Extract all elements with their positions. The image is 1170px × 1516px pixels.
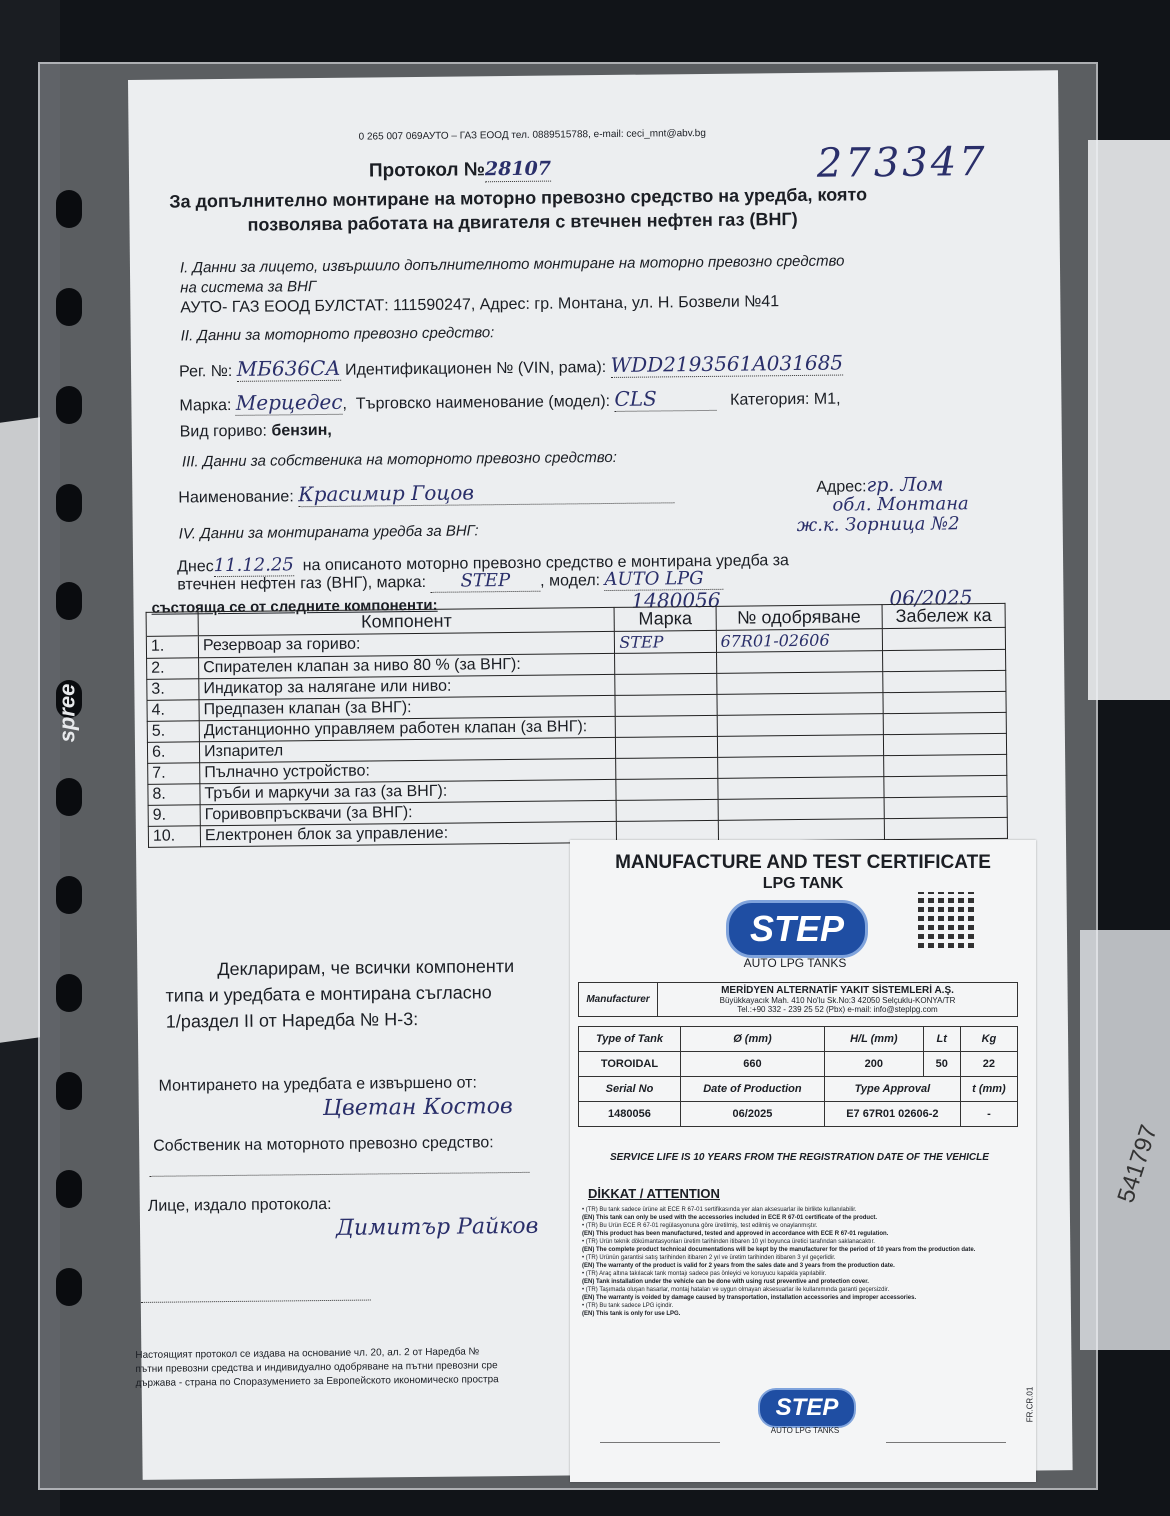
manufacturer-contact: Tel.:+90 332 - 239 25 52 (Pbx) e-mail: info@steplpg.com xyxy=(737,1005,938,1014)
qr-code-icon xyxy=(918,892,974,948)
list-item: • (TR) Ürün teknik dökümantasyonları üretim tarihinden itibaren 10 yıl boyunca üretici tarafından saklanacaktır. xyxy=(582,1239,875,1245)
list-item: (EN) The complete product technical documentations will be kept by the manufacturer for the period of 10 years from the production date. xyxy=(582,1247,976,1253)
list-item: • (TR) Bu tank sadece LPG içindir. xyxy=(582,1303,674,1309)
title-line-2: позволява работата на двигателя с втечнен нефтен газ (ВНГ) xyxy=(247,208,798,235)
certificate-signature-right xyxy=(886,1392,1006,1443)
footer-line-2: пътни превозни средства и индивидуално одобряване на пътни превозни сре xyxy=(135,1360,498,1375)
list-item: • (TR) Taşımada oluşan hasarlar, montaj hataları ve uygun olmayan aksesuarlar ile kullanımında garanti geçersizdir. xyxy=(582,1287,890,1293)
table-row: 1. Резервоар за гориво: STEP 67R01-02606 xyxy=(146,627,1005,658)
sleeve-brand-logo: spree xyxy=(54,683,80,743)
declaration-line-2: типа и уредбата е монтирана съгласно xyxy=(165,982,492,1006)
spec-value-row: TOROIDAL 660 200 50 22 xyxy=(579,1052,1018,1077)
components-heading: състояща се от следните компоненти: xyxy=(151,596,438,617)
section-2-heading: II. Данни за моторното превозно средство: xyxy=(180,324,495,345)
list-item: (EN) This tank can only be used with the accessories included in ECE R 67-01 certificate of the product. xyxy=(582,1215,878,1221)
table-row: 8. Тръби и маркучи за газ (за ВНГ): xyxy=(148,775,1007,805)
manufacturer-name: MERİDYEN ALTERNATİF YAKIT SİSTEMLERİ A.Ş. xyxy=(721,985,954,996)
list-item: • (TR) Araç altına takılacak tank montajı sadece pas önleyici ve koruyucu kapakla yapılabilir. xyxy=(582,1271,827,1277)
certificate-title: MANUFACTURE AND TEST CERTIFICATE xyxy=(615,852,991,873)
section-3-heading: III. Данни за собственика на моторното превозно средство: xyxy=(181,448,617,471)
protocol-number-hand: 28107 xyxy=(484,157,552,181)
owner-signature-line xyxy=(149,1172,529,1177)
certificate-signature-left xyxy=(600,1392,720,1443)
section-4-heading: IV. Данни за монтираната уредба за ВНГ: xyxy=(178,522,479,543)
section-1-heading-cont: на система за ВНГ xyxy=(180,278,317,297)
issued-by-signature: Димитър Райков xyxy=(335,1213,539,1241)
background-paper-right xyxy=(1088,140,1170,700)
declaration-line-3: 1/раздел II от Наредба № Н-3: xyxy=(165,1009,419,1032)
fuel-type: бензин, xyxy=(271,421,332,440)
header-component: Компонент xyxy=(198,607,615,635)
serial-value-row: 1480056 06/2025 E7 67R01 02606-2 - xyxy=(579,1102,1018,1127)
table-row: 10. Електронен блок за управление: xyxy=(148,817,1007,847)
list-item: • (TR) Bu Ürün ECE R 67-01 regülasyonuna göre üretilmiş, test edilmiş ve onaylanmıştır. xyxy=(582,1223,818,1229)
make-row: Марка: Мерцедес, Търговско наименование (модел): CLS Категория: М1, xyxy=(179,386,841,415)
list-item: • (TR) Ürünün garantisi satış tarihinden itibaren 2 yıl ve üretim tarihinden itibaren 3 yıl geçerlidir. xyxy=(582,1255,836,1261)
address-label: Адрес:гр. Лом xyxy=(816,473,944,497)
table-row: 3. Индикатор за налягане или ниво: xyxy=(147,670,1006,700)
manufacturer-table xyxy=(578,982,1018,1017)
serial-hand: 1480056 xyxy=(631,587,721,613)
owner-name: Красимир Гоцов xyxy=(298,478,674,507)
section-1-company: АУТО- ГАЗ ЕООД БУЛСТАТ: 111590247, Адрес: гр. Монтана, ул. Н. Бозвели №41 xyxy=(180,293,780,317)
certificate-subtitle: LPG TANK xyxy=(762,875,844,892)
table-row: 4. Предпазен клапан (за ВНГ): xyxy=(147,691,1006,721)
date-hand: 06/2025 xyxy=(889,585,973,611)
lpg-brand: STEP xyxy=(430,570,540,593)
vin-number: WDD2193561A031685 xyxy=(610,350,844,377)
list-item: (EN) Tank installation under the vehicle can be done with using rust preventive and protection cover. xyxy=(582,1279,869,1285)
issued-by-label: Лице, издало протокола: xyxy=(147,1195,332,1215)
list-item: (EN) The warranty of the product is valid for 2 years from the sales date and 3 years from the production date. xyxy=(582,1263,895,1269)
vehicle-make: Мерцедес xyxy=(235,389,343,415)
header-line: 0 265 007 069АУТО – ГАЗ ЕООД тел. 0889515788, e-mail: ceci_mnt@abv.bg xyxy=(358,127,706,143)
registration-row: Рег. №: МБ636СА Идентификационен № (VIN, рама): WDD2193561A031685 xyxy=(178,350,844,381)
step-logo-tagline: AUTO LPG TANKS xyxy=(743,956,847,970)
registration-number: МБ636СА xyxy=(236,355,341,381)
list-item: • (TR) Bu tank sadece ürüne ait ECE R 67-01 sertifikasında yer alan aksesuarlar ile birlikte kullanılabilir. xyxy=(582,1207,857,1213)
footer-line-3: държава - страна по Споразумението за Европейското икономическо простра xyxy=(135,1374,499,1389)
list-item: (EN) This tank is only for use LPG. xyxy=(582,1311,681,1317)
serial-header-row: Serial No Date of Production Type Approval t (mm) xyxy=(579,1077,1018,1102)
section-1-heading: I. Данни за лицето, извършило допълнителното монтиране на моторно превозно средство xyxy=(179,252,845,277)
installation-date: 11.12.25 xyxy=(213,554,294,577)
card-number: 541797 xyxy=(1112,1121,1163,1207)
table-row: 9. Горивовпръсквачи (за ВНГ): xyxy=(148,796,1007,826)
manufacturer-label: Manufacturer xyxy=(579,983,658,1017)
list-item: (EN) The warranty is voided by damage caused by transportation, installation accessories and improper accessories. xyxy=(582,1295,917,1301)
footer-line-1: Настоящият протокол се издава на основание чл. 20, ал. 2 от Наредба № xyxy=(135,1346,480,1361)
background-paper-left xyxy=(0,417,40,1043)
tank-certificate xyxy=(570,840,1036,1482)
manufacturer-address: Büyükkayacık Mah. 410 No'lu Sk.No:3 42050 Selçuklu-KONYA/TR xyxy=(719,996,956,1005)
declaration-line-1: Декларирам, че всички компоненти xyxy=(217,956,515,980)
step-logo: STEP xyxy=(726,900,868,958)
components-table xyxy=(146,603,1008,848)
address-line-3: ж.к. Зорница №2 xyxy=(796,513,960,537)
table-row: 6. Изпарител xyxy=(147,733,1006,763)
owner-signature-label: Собственик на моторното превозно средство: xyxy=(153,1134,494,1155)
lpg-model: AUTO LPG xyxy=(604,568,723,591)
attention-list xyxy=(582,1206,1022,1318)
service-life-note: SERVICE LIFE IS 10 YEARS FROM THE REGISTRATION DATE OF THE VEHICLE xyxy=(610,1152,989,1163)
step-logo-footer-tagline: AUTO LPG TANKS xyxy=(770,1426,840,1435)
installation-line-1: Днес11.12.25 на описаното моторно превозно средство е монтирана уредба за xyxy=(177,552,790,577)
header-note: Забележ ка xyxy=(882,603,1005,628)
vehicle-model: CLS xyxy=(614,386,717,412)
vehicle-category: Категория: М1, xyxy=(730,390,841,409)
table-row: 7. Пълначно устройство: xyxy=(148,754,1007,784)
address-line-2: обл. Монтана xyxy=(832,493,969,516)
step-logo-footer: STEP xyxy=(758,1388,856,1428)
installed-by-signature: Цветан Костов xyxy=(322,1094,513,1122)
installation-line-2: втечнен нефтен газ (ВНГ), марка: STEP , модел: AUTO LPG xyxy=(177,568,724,596)
specification-table xyxy=(578,1026,1018,1127)
protocol-number-stamp: 273347 xyxy=(816,139,988,187)
table-row: 5. Дистанционно управляем работен клапан (за ВНГ): xyxy=(147,712,1006,742)
list-item: (EN) This product has been manufactured, tested and approved in accordance with ECE R 67-01 regulation. xyxy=(582,1231,889,1237)
punch-holes xyxy=(56,190,96,1340)
header-brand: Марка xyxy=(614,606,715,631)
title-line-1: За допълнително монтиране на моторно превозно средство на уредба, която xyxy=(169,184,868,212)
owner-row: Наименование: Красимир Гоцов xyxy=(178,478,674,508)
installed-by-label: Монтирането на уредбата е извършено от: xyxy=(158,1074,477,1095)
stamp-line xyxy=(141,1300,371,1303)
protocol-title: Протокол №28107 xyxy=(368,157,552,182)
fuel-row: Вид гориво: бензин, xyxy=(179,421,332,441)
table-row: 2. Спирателен клапан за ниво 80 % (за ВНГ): xyxy=(147,649,1006,679)
certificate-form-code: FR.CR.01 xyxy=(1025,1386,1035,1423)
header-approval: № одобряване xyxy=(716,605,883,631)
attention-title: DİKKAT / ATTENTION xyxy=(588,1186,720,1201)
spec-header-row: Type of Tank Ø (mm) H/L (mm) Lt Kg xyxy=(579,1027,1018,1052)
